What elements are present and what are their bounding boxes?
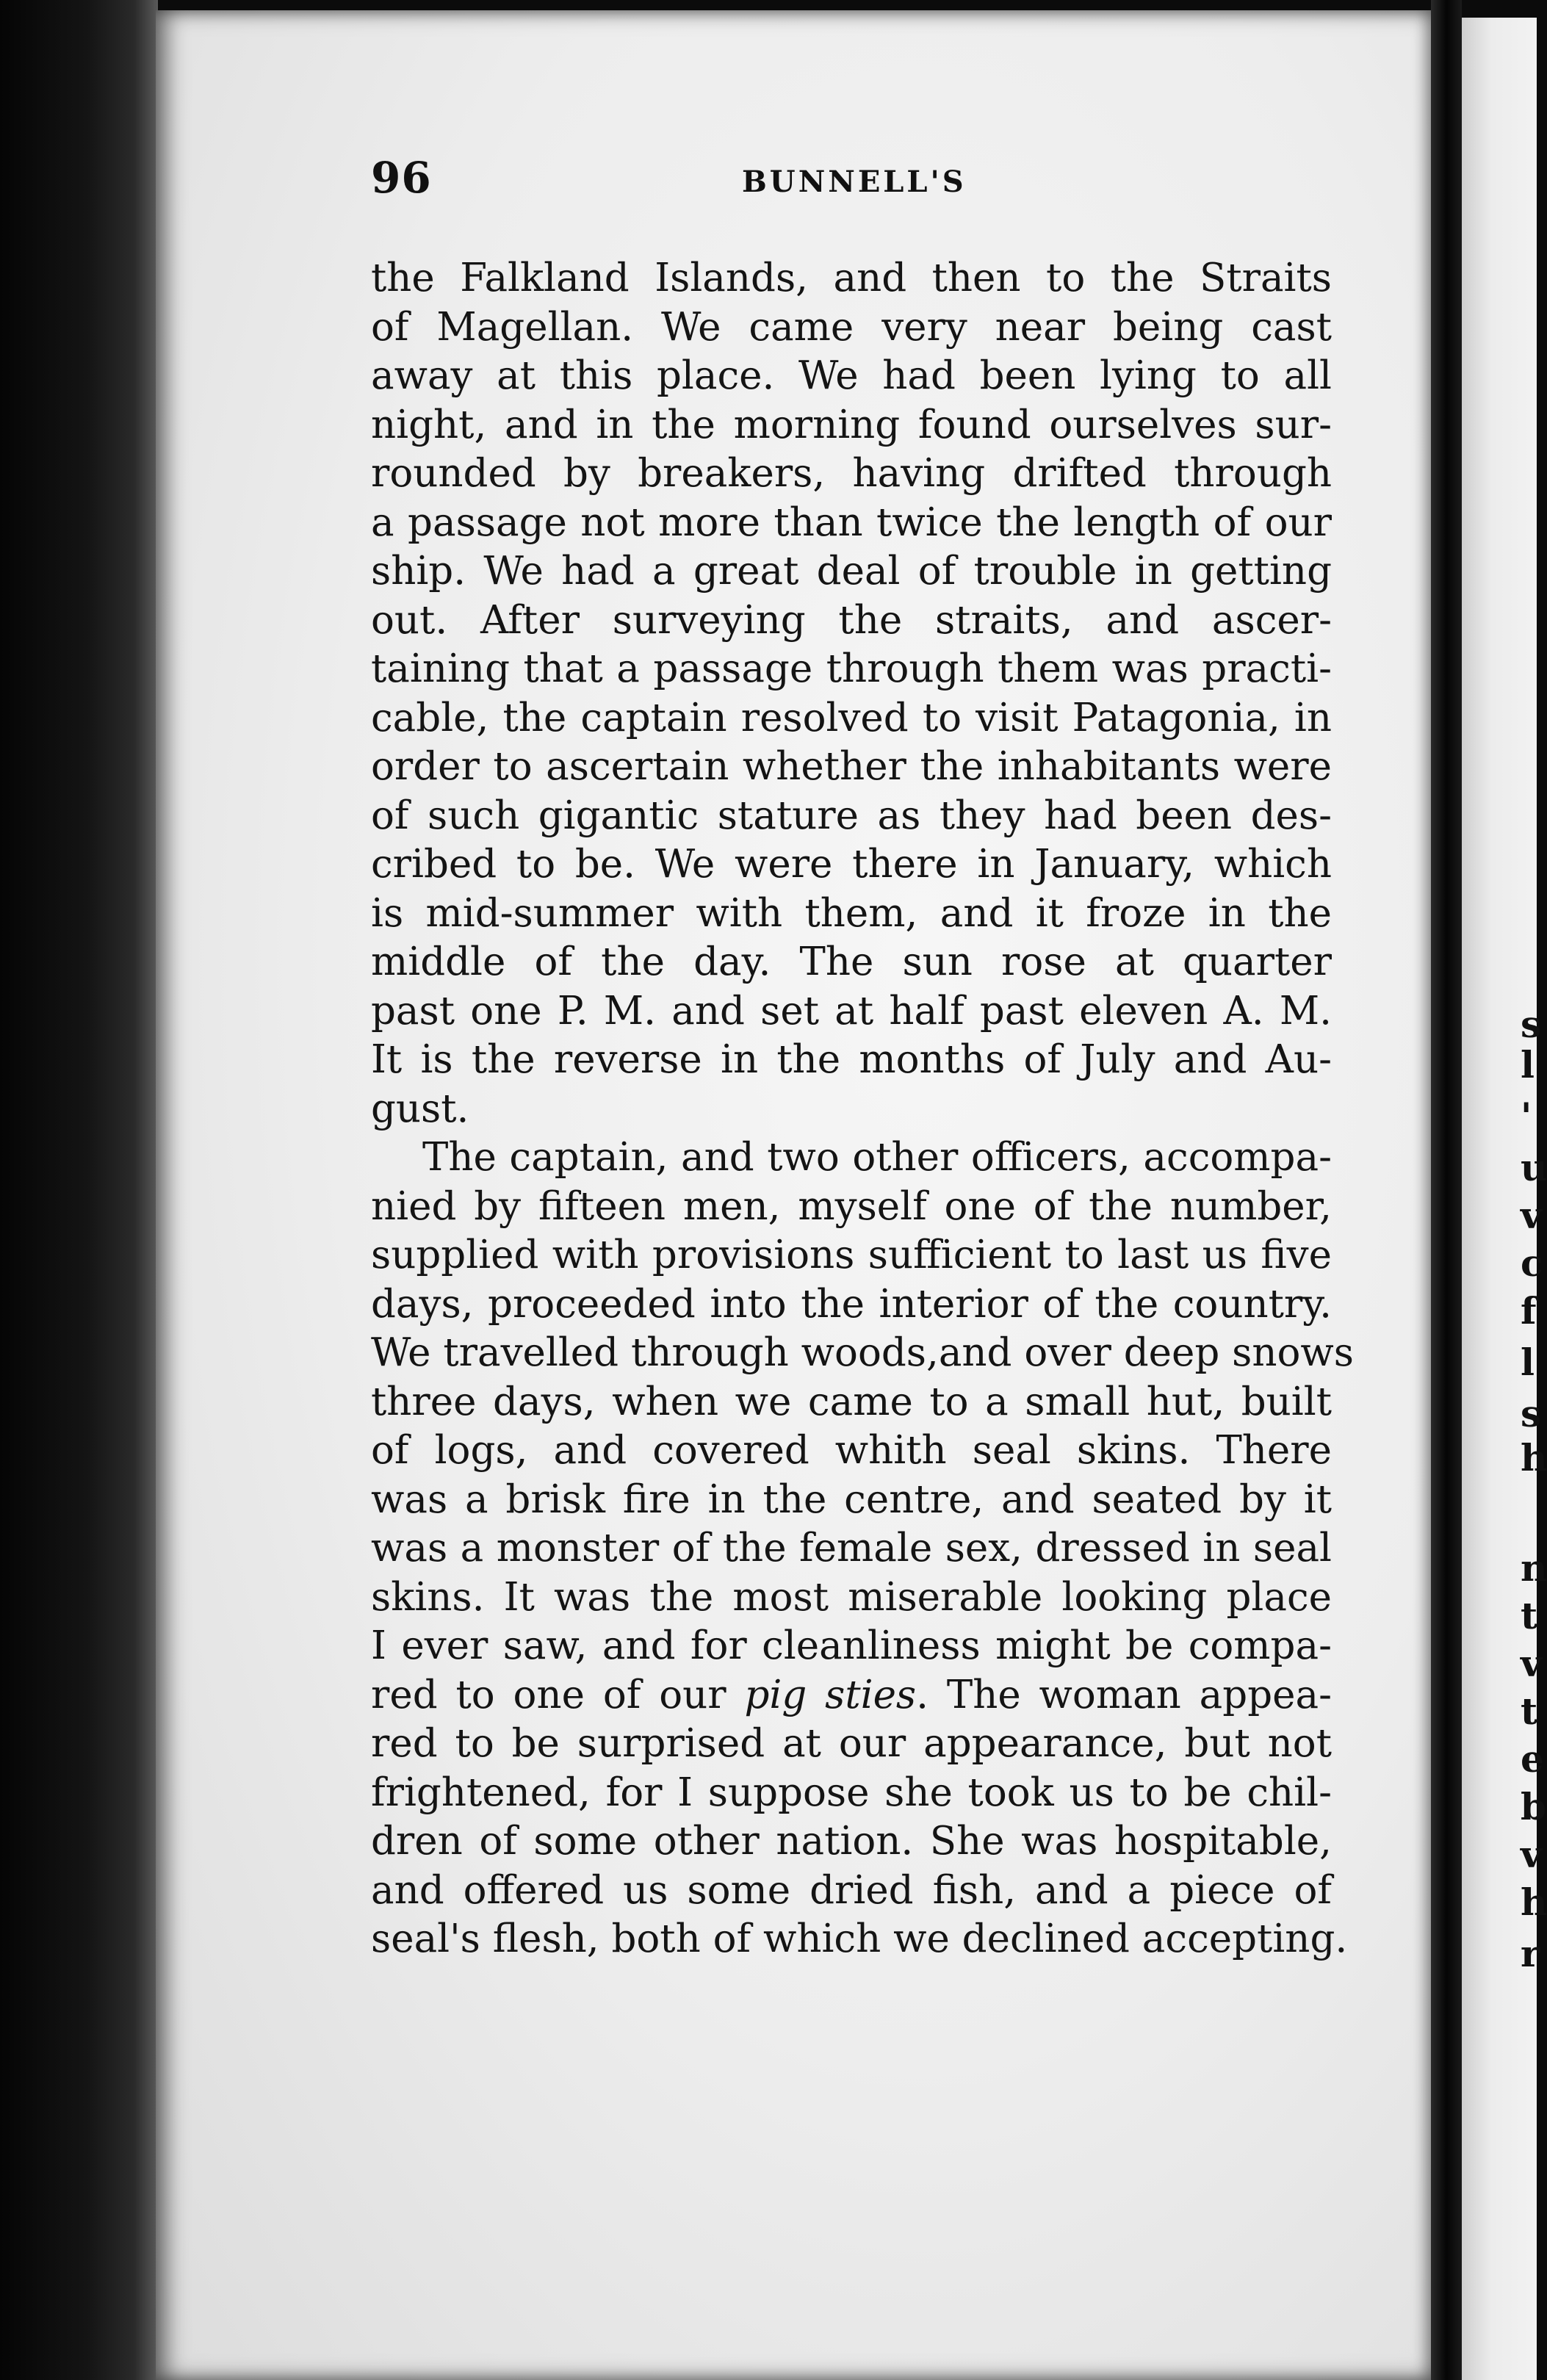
text-line: the Falkland Islands, and then to the Straits bbox=[371, 256, 1332, 300]
page-gutter bbox=[1431, 0, 1462, 2380]
facing-page-fragment: s bbox=[1521, 1003, 1542, 1046]
text-line: away at this place. We had been lying to all bbox=[371, 353, 1332, 398]
text-line: and offered us some dried fish, and a piece of bbox=[371, 1867, 1332, 1913]
text-line: a passage not more than twice the length of our bbox=[371, 500, 1332, 545]
text-line: gust. bbox=[371, 1086, 469, 1131]
text-line: We travelled through woods,and over deep snows bbox=[371, 1330, 1354, 1375]
facing-page-fragment: l bbox=[1521, 1043, 1535, 1086]
text-line: of logs, and covered whith seal skins. There bbox=[371, 1428, 1332, 1473]
italic-phrase: pig sties bbox=[744, 1672, 917, 1717]
text-line: rounded by breakers, having drifted through bbox=[371, 451, 1332, 496]
text-line: taining that a passage through them was practi- bbox=[371, 646, 1332, 691]
text-line: middle of the day. The sun rose at quarter bbox=[371, 940, 1332, 984]
facing-page-fragment: n bbox=[1521, 1546, 1547, 1590]
facing-page-fragment: e bbox=[1521, 1737, 1544, 1781]
text-line: past one P. M. and set at half past eleven A. M. bbox=[371, 988, 1332, 1034]
text-line: dren of some other nation. She was hospitable, bbox=[371, 1819, 1332, 1864]
facing-page-fragment: l bbox=[1521, 1341, 1535, 1384]
facing-page-fragment: ' bbox=[1521, 1095, 1532, 1138]
facing-page-fragment: s bbox=[1521, 1392, 1542, 1435]
text-line: order to ascertain whether the inhabitants were bbox=[371, 744, 1332, 789]
running-head-title: BUNNELL'S bbox=[742, 165, 967, 199]
text-line: three days, when we came to a small hut, built bbox=[371, 1379, 1332, 1424]
book-binding bbox=[0, 0, 158, 2380]
text-line: days, proceeded into the interior of the country. bbox=[371, 1281, 1332, 1327]
facing-page-fragment: u bbox=[1521, 1146, 1547, 1189]
text-line: ship. We had a great deal of trouble in getting bbox=[371, 549, 1332, 594]
facing-page-fragment: c bbox=[1521, 1241, 1543, 1285]
facing-page-fragment: f bbox=[1521, 1289, 1537, 1333]
text-line: seal's flesh, both of which we declined accepting. bbox=[371, 1916, 1348, 1961]
text-segment: red to one of our bbox=[371, 1672, 745, 1717]
text-line: night, and in the morning found ourselves sur- bbox=[371, 402, 1332, 447]
text-line: is mid-summer with them, and it froze in the bbox=[371, 890, 1332, 936]
running-head bbox=[371, 153, 1326, 212]
page-number: 96 bbox=[371, 153, 432, 203]
text-line: was a monster of the female sex, dressed in seal bbox=[371, 1526, 1332, 1571]
facing-page-fragment: r bbox=[1521, 1932, 1540, 1975]
text-segment: . The woman appea- bbox=[916, 1672, 1333, 1717]
facing-page-fragment: v bbox=[1521, 1642, 1543, 1685]
text-line: I ever saw, and for cleanliness might be compa- bbox=[371, 1623, 1332, 1668]
facing-page-fragment: v bbox=[1521, 1194, 1543, 1237]
body-text bbox=[371, 254, 1354, 1964]
text-line: out. After surveying the straits, and ascer- bbox=[371, 597, 1332, 643]
text-line: cable, the captain resolved to visit Patagonia, in bbox=[371, 695, 1332, 740]
text-line: was a brisk fire in the centre, and seated by it bbox=[371, 1476, 1332, 1522]
facing-page-fragment: b bbox=[1521, 1785, 1546, 1828]
text-line: supplied with provisions sufficient to last us five bbox=[371, 1233, 1332, 1277]
facing-page-fragment: h bbox=[1521, 1880, 1547, 1924]
facing-page-fragment: h bbox=[1521, 1436, 1547, 1479]
text-line: It is the reverse in the months of July and Au- bbox=[371, 1037, 1332, 1082]
text-line: of Magellan. We came very near being cast bbox=[371, 304, 1332, 350]
paragraph-first-line: The captain, and two other officers, accompa- bbox=[422, 1135, 1332, 1180]
facing-page-fragment: t bbox=[1521, 1690, 1538, 1733]
text-line: nied by fifteen men, myself one of the number, bbox=[371, 1183, 1332, 1229]
text-line: of such gigantic stature as they had been des- bbox=[371, 793, 1332, 838]
facing-page-fragment: t bbox=[1521, 1594, 1538, 1637]
text-line: frightened, for I suppose she took us to be chil- bbox=[371, 1770, 1332, 1815]
text-line-with-italic bbox=[371, 1671, 1332, 1720]
facing-page-fragment: v bbox=[1521, 1833, 1543, 1876]
text-line: skins. It was the most miserable looking place bbox=[371, 1574, 1332, 1620]
text-line: cribed to be. We were there in January, which bbox=[371, 842, 1332, 887]
text-line: red to be surprised at our appearance, but not bbox=[371, 1721, 1332, 1766]
